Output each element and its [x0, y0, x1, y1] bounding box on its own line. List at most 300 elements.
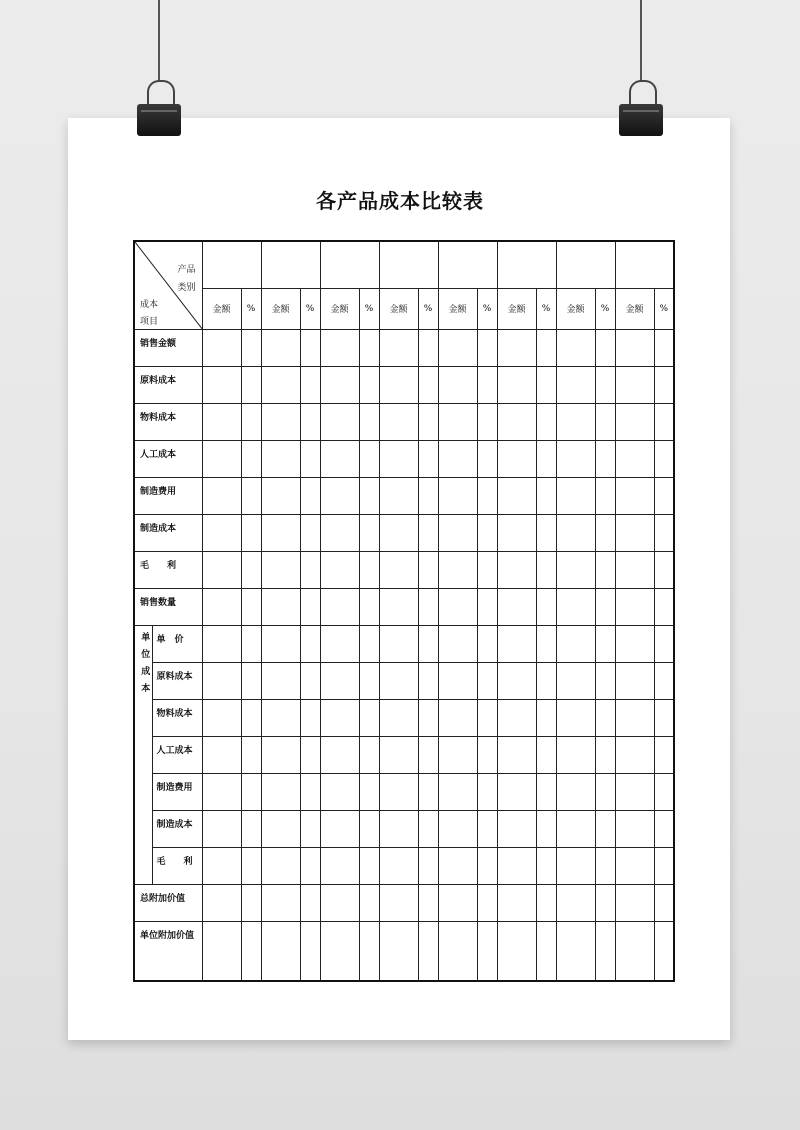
percent-cell[interactable] — [300, 699, 320, 736]
percent-cell[interactable] — [536, 921, 556, 981]
amount-cell[interactable] — [202, 773, 241, 810]
table-row — [134, 329, 674, 366]
percent-cell[interactable] — [359, 662, 379, 699]
amount-cell[interactable] — [497, 625, 536, 662]
amount-cell[interactable] — [497, 921, 536, 981]
percent-cell[interactable] — [536, 736, 556, 773]
percent-cell[interactable] — [241, 847, 261, 884]
amount-cell[interactable] — [556, 625, 595, 662]
amount-cell[interactable] — [556, 551, 595, 588]
amount-cell[interactable] — [615, 440, 654, 477]
amount-cell[interactable] — [202, 588, 241, 625]
amount-cell[interactable] — [615, 884, 654, 921]
percent-cell[interactable] — [536, 477, 556, 514]
amount-cell[interactable] — [615, 699, 654, 736]
amount-cell[interactable] — [556, 699, 595, 736]
percent-cell[interactable] — [241, 588, 261, 625]
percent-cell[interactable] — [359, 810, 379, 847]
amount-cell[interactable] — [320, 403, 359, 440]
amount-cell[interactable] — [202, 810, 241, 847]
amount-cell[interactable] — [438, 403, 477, 440]
row-label-unit_price: 单 价 — [152, 625, 202, 662]
amount-cell[interactable] — [379, 736, 418, 773]
percent-cell[interactable] — [359, 477, 379, 514]
percent-cell[interactable] — [241, 403, 261, 440]
amount-cell[interactable] — [261, 329, 300, 366]
percent-cell[interactable] — [536, 625, 556, 662]
percent-cell[interactable] — [477, 884, 497, 921]
percent-cell[interactable] — [595, 625, 615, 662]
percent-cell[interactable] — [536, 773, 556, 810]
amount-cell[interactable] — [438, 662, 477, 699]
amount-cell[interactable] — [438, 884, 477, 921]
percent-cell[interactable] — [536, 884, 556, 921]
percent-cell[interactable] — [536, 514, 556, 551]
amount-cell[interactable] — [438, 773, 477, 810]
percent-cell[interactable] — [241, 773, 261, 810]
percent-cell[interactable] — [654, 551, 674, 588]
percent-header: % — [300, 288, 320, 329]
percent-cell[interactable] — [654, 329, 674, 366]
amount-cell[interactable] — [438, 588, 477, 625]
amount-cell[interactable] — [556, 514, 595, 551]
amount-cell[interactable] — [615, 329, 654, 366]
amount-cell[interactable] — [261, 884, 300, 921]
amount-cell[interactable] — [202, 477, 241, 514]
amount-cell[interactable] — [320, 514, 359, 551]
percent-cell[interactable] — [654, 662, 674, 699]
amount-cell[interactable] — [438, 699, 477, 736]
percent-cell[interactable] — [595, 736, 615, 773]
percent-cell[interactable] — [654, 810, 674, 847]
percent-cell[interactable] — [477, 588, 497, 625]
amount-cell[interactable] — [615, 403, 654, 440]
percent-cell[interactable] — [477, 440, 497, 477]
percent-cell[interactable] — [418, 477, 438, 514]
amount-cell[interactable] — [320, 699, 359, 736]
percent-cell[interactable] — [300, 736, 320, 773]
percent-cell[interactable] — [477, 662, 497, 699]
percent-cell[interactable] — [595, 662, 615, 699]
percent-cell[interactable] — [418, 921, 438, 981]
percent-cell[interactable] — [595, 847, 615, 884]
percent-cell[interactable] — [418, 403, 438, 440]
percent-cell[interactable] — [300, 366, 320, 403]
percent-cell[interactable] — [418, 699, 438, 736]
amount-cell[interactable] — [320, 736, 359, 773]
amount-cell[interactable] — [261, 662, 300, 699]
percent-cell[interactable] — [536, 551, 556, 588]
percent-cell[interactable] — [595, 329, 615, 366]
percent-cell[interactable] — [359, 514, 379, 551]
amount-cell[interactable] — [438, 477, 477, 514]
percent-cell[interactable] — [536, 810, 556, 847]
amount-cell[interactable] — [202, 884, 241, 921]
amount-cell[interactable] — [615, 810, 654, 847]
amount-cell[interactable] — [261, 440, 300, 477]
percent-cell[interactable] — [536, 366, 556, 403]
amount-cell[interactable] — [379, 625, 418, 662]
percent-cell[interactable] — [536, 699, 556, 736]
amount-cell[interactable] — [379, 588, 418, 625]
percent-cell[interactable] — [654, 366, 674, 403]
amount-cell[interactable] — [556, 329, 595, 366]
percent-cell[interactable] — [241, 699, 261, 736]
percent-cell[interactable] — [477, 329, 497, 366]
amount-cell[interactable] — [438, 847, 477, 884]
amount-cell[interactable] — [615, 625, 654, 662]
percent-cell[interactable] — [241, 551, 261, 588]
percent-cell[interactable] — [477, 514, 497, 551]
amount-cell[interactable] — [556, 810, 595, 847]
amount-cell[interactable] — [379, 551, 418, 588]
percent-cell[interactable] — [418, 329, 438, 366]
amount-cell[interactable] — [497, 810, 536, 847]
amount-cell[interactable] — [261, 699, 300, 736]
amount-cell[interactable] — [438, 551, 477, 588]
percent-cell[interactable] — [595, 699, 615, 736]
percent-cell[interactable] — [300, 810, 320, 847]
percent-cell[interactable] — [359, 921, 379, 981]
percent-cell[interactable] — [359, 588, 379, 625]
amount-cell[interactable] — [379, 773, 418, 810]
amount-cell[interactable] — [438, 366, 477, 403]
amount-cell[interactable] — [556, 773, 595, 810]
amount-cell[interactable] — [615, 773, 654, 810]
percent-cell[interactable] — [241, 366, 261, 403]
right-binder-clip-icon — [619, 80, 663, 138]
percent-cell[interactable] — [595, 588, 615, 625]
amount-cell[interactable] — [261, 773, 300, 810]
amount-cell[interactable] — [202, 514, 241, 551]
percent-cell[interactable] — [418, 625, 438, 662]
percent-cell[interactable] — [418, 588, 438, 625]
percent-cell[interactable] — [418, 884, 438, 921]
percent-cell[interactable] — [241, 662, 261, 699]
amount-cell[interactable] — [556, 662, 595, 699]
table-row — [134, 921, 674, 981]
percent-cell[interactable] — [654, 514, 674, 551]
amount-cell[interactable] — [556, 847, 595, 884]
percent-cell[interactable] — [654, 773, 674, 810]
amount-cell[interactable] — [556, 440, 595, 477]
percent-cell[interactable] — [300, 884, 320, 921]
amount-cell[interactable] — [497, 847, 536, 884]
amount-cell[interactable] — [615, 477, 654, 514]
percent-cell[interactable] — [477, 773, 497, 810]
percent-cell[interactable] — [359, 736, 379, 773]
percent-cell[interactable] — [300, 403, 320, 440]
percent-cell[interactable] — [241, 810, 261, 847]
percent-cell[interactable] — [654, 884, 674, 921]
percent-cell[interactable] — [595, 477, 615, 514]
percent-cell[interactable] — [300, 847, 320, 884]
percent-cell[interactable] — [241, 440, 261, 477]
percent-header: % — [654, 288, 674, 329]
percent-cell[interactable] — [359, 329, 379, 366]
amount-cell[interactable] — [202, 551, 241, 588]
percent-cell[interactable] — [477, 921, 497, 981]
percent-cell[interactable] — [300, 514, 320, 551]
amount-cell[interactable] — [202, 662, 241, 699]
percent-cell[interactable] — [654, 625, 674, 662]
table-row — [134, 847, 674, 884]
percent-cell[interactable] — [477, 477, 497, 514]
percent-cell[interactable] — [300, 773, 320, 810]
amount-cell[interactable] — [497, 514, 536, 551]
amount-cell[interactable] — [438, 736, 477, 773]
amount-cell[interactable] — [615, 736, 654, 773]
percent-cell[interactable] — [300, 477, 320, 514]
percent-cell[interactable] — [300, 551, 320, 588]
percent-cell[interactable] — [595, 403, 615, 440]
amount-cell[interactable] — [556, 588, 595, 625]
percent-cell[interactable] — [595, 810, 615, 847]
amount-cell[interactable] — [202, 440, 241, 477]
percent-cell[interactable] — [418, 847, 438, 884]
amount-cell[interactable] — [320, 662, 359, 699]
header-item: 项目 — [140, 317, 159, 327]
product-header-cell[interactable] — [261, 241, 320, 288]
percent-cell[interactable] — [595, 440, 615, 477]
amount-cell[interactable] — [556, 403, 595, 440]
amount-cell[interactable] — [497, 551, 536, 588]
percent-cell[interactable] — [418, 366, 438, 403]
percent-cell[interactable] — [241, 477, 261, 514]
amount-cell[interactable] — [497, 440, 536, 477]
product-header-cell[interactable] — [438, 241, 497, 288]
percent-cell[interactable] — [477, 810, 497, 847]
amount-cell[interactable] — [261, 403, 300, 440]
row-label-labor_cost: 人工成本 — [134, 440, 202, 477]
amount-cell[interactable] — [320, 810, 359, 847]
amount-cell[interactable] — [379, 329, 418, 366]
amount-cell[interactable] — [320, 329, 359, 366]
amount-cell[interactable] — [438, 921, 477, 981]
percent-cell[interactable] — [300, 329, 320, 366]
product-header-cell[interactable] — [320, 241, 379, 288]
amount-cell[interactable] — [379, 884, 418, 921]
amount-cell[interactable] — [320, 551, 359, 588]
amount-cell[interactable] — [379, 366, 418, 403]
amount-cell[interactable] — [556, 921, 595, 981]
amount-cell[interactable] — [556, 477, 595, 514]
percent-cell[interactable] — [477, 847, 497, 884]
amount-cell[interactable] — [615, 847, 654, 884]
amount-cell[interactable] — [379, 847, 418, 884]
page-title: 各产品成本比较表 — [316, 189, 484, 213]
amount-cell[interactable] — [320, 477, 359, 514]
amount-cell[interactable] — [379, 514, 418, 551]
product-header-cell[interactable] — [379, 241, 438, 288]
percent-cell[interactable] — [654, 403, 674, 440]
product-header-cell[interactable] — [556, 241, 615, 288]
amount-cell[interactable] — [438, 440, 477, 477]
amount-cell[interactable] — [261, 810, 300, 847]
amount-cell[interactable] — [202, 847, 241, 884]
percent-cell[interactable] — [418, 736, 438, 773]
percent-cell[interactable] — [300, 662, 320, 699]
header-cost: 成本 — [140, 300, 159, 310]
percent-cell[interactable] — [536, 588, 556, 625]
percent-cell[interactable] — [300, 588, 320, 625]
percent-cell[interactable] — [241, 921, 261, 981]
amount-cell[interactable] — [202, 403, 241, 440]
product-header-cell[interactable] — [615, 241, 674, 288]
percent-cell[interactable] — [241, 884, 261, 921]
percent-cell[interactable] — [418, 662, 438, 699]
product-header-cell[interactable] — [202, 241, 261, 288]
amount-cell[interactable] — [261, 551, 300, 588]
amount-cell[interactable] — [261, 921, 300, 981]
amount-cell[interactable] — [320, 588, 359, 625]
amount-cell[interactable] — [202, 329, 241, 366]
amount-cell[interactable] — [261, 847, 300, 884]
amount-cell[interactable] — [615, 366, 654, 403]
amount-cell[interactable] — [497, 773, 536, 810]
amount-cell[interactable] — [202, 625, 241, 662]
table-row — [134, 477, 674, 514]
amount-cell[interactable] — [497, 699, 536, 736]
percent-cell[interactable] — [654, 699, 674, 736]
percent-cell[interactable] — [536, 329, 556, 366]
percent-cell[interactable] — [359, 366, 379, 403]
amount-cell[interactable] — [497, 477, 536, 514]
percent-cell[interactable] — [595, 884, 615, 921]
percent-cell[interactable] — [536, 662, 556, 699]
percent-cell[interactable] — [536, 440, 556, 477]
table-row — [134, 551, 674, 588]
percent-cell[interactable] — [359, 625, 379, 662]
percent-cell[interactable] — [241, 329, 261, 366]
amount-cell[interactable] — [261, 588, 300, 625]
percent-cell[interactable] — [477, 625, 497, 662]
table-row — [134, 736, 674, 773]
percent-cell[interactable] — [241, 736, 261, 773]
amount-cell[interactable] — [320, 884, 359, 921]
percent-cell[interactable] — [359, 847, 379, 884]
percent-cell[interactable] — [359, 551, 379, 588]
amount-cell[interactable] — [615, 662, 654, 699]
amount-cell[interactable] — [556, 736, 595, 773]
percent-cell[interactable] — [418, 551, 438, 588]
percent-cell[interactable] — [418, 773, 438, 810]
left-hanging-wire — [158, 0, 160, 82]
product-header-cell[interactable] — [497, 241, 556, 288]
amount-cell[interactable] — [497, 588, 536, 625]
amount-cell[interactable] — [497, 736, 536, 773]
amount-cell[interactable] — [202, 366, 241, 403]
percent-cell[interactable] — [477, 551, 497, 588]
amount-cell[interactable] — [320, 773, 359, 810]
amount-cell[interactable] — [615, 921, 654, 981]
amount-cell[interactable] — [497, 403, 536, 440]
amount-cell[interactable] — [320, 625, 359, 662]
percent-cell[interactable] — [359, 403, 379, 440]
percent-cell[interactable] — [359, 699, 379, 736]
header-category: 类别 — [177, 283, 196, 293]
percent-cell[interactable] — [477, 699, 497, 736]
amount-cell[interactable] — [438, 625, 477, 662]
table-row — [134, 366, 674, 403]
percent-cell[interactable] — [418, 810, 438, 847]
amount-cell[interactable] — [615, 588, 654, 625]
amount-cell[interactable] — [438, 514, 477, 551]
percent-cell[interactable] — [654, 736, 674, 773]
amount-cell[interactable] — [261, 477, 300, 514]
amount-cell[interactable] — [202, 699, 241, 736]
percent-cell[interactable] — [595, 551, 615, 588]
percent-cell[interactable] — [477, 366, 497, 403]
amount-cell[interactable] — [379, 699, 418, 736]
percent-cell[interactable] — [418, 440, 438, 477]
amount-cell[interactable] — [615, 514, 654, 551]
amount-cell[interactable] — [556, 884, 595, 921]
amount-cell[interactable] — [497, 329, 536, 366]
percent-cell[interactable] — [654, 588, 674, 625]
amount-cell[interactable] — [379, 477, 418, 514]
amount-cell[interactable] — [379, 662, 418, 699]
row-label-unit_material_cost: 原料成本 — [152, 662, 202, 699]
amount-cell[interactable] — [261, 366, 300, 403]
percent-cell[interactable] — [241, 514, 261, 551]
amount-cell[interactable] — [320, 921, 359, 981]
amount-cell[interactable] — [261, 736, 300, 773]
percent-cell[interactable] — [477, 736, 497, 773]
percent-cell[interactable] — [654, 440, 674, 477]
percent-cell[interactable] — [359, 773, 379, 810]
amount-cell[interactable] — [438, 329, 477, 366]
amount-cell[interactable] — [202, 921, 241, 981]
amount-cell[interactable] — [497, 884, 536, 921]
amount-cell[interactable] — [379, 440, 418, 477]
percent-cell[interactable] — [536, 847, 556, 884]
percent-cell[interactable] — [536, 403, 556, 440]
amount-cell[interactable] — [202, 736, 241, 773]
percent-cell[interactable] — [300, 921, 320, 981]
amount-cell[interactable] — [320, 847, 359, 884]
amount-cell[interactable] — [379, 403, 418, 440]
percent-cell[interactable] — [300, 440, 320, 477]
row-label-unit_added_value: 单位附加价值 — [134, 921, 202, 981]
amount-cell[interactable] — [497, 366, 536, 403]
amount-cell[interactable] — [320, 440, 359, 477]
amount-header: 金额 — [202, 288, 241, 329]
amount-cell[interactable] — [379, 921, 418, 981]
percent-cell[interactable] — [359, 884, 379, 921]
amount-cell[interactable] — [438, 810, 477, 847]
percent-cell[interactable] — [595, 514, 615, 551]
percent-cell[interactable] — [595, 921, 615, 981]
percent-cell[interactable] — [654, 847, 674, 884]
amount-cell[interactable] — [497, 662, 536, 699]
percent-cell[interactable] — [241, 625, 261, 662]
percent-cell[interactable] — [418, 514, 438, 551]
amount-cell[interactable] — [261, 625, 300, 662]
percent-cell[interactable] — [595, 366, 615, 403]
percent-cell[interactable] — [654, 921, 674, 981]
amount-cell[interactable] — [320, 366, 359, 403]
amount-cell[interactable] — [261, 514, 300, 551]
percent-cell[interactable] — [595, 773, 615, 810]
percent-cell[interactable] — [359, 440, 379, 477]
amount-cell[interactable] — [615, 551, 654, 588]
amount-cell[interactable] — [379, 810, 418, 847]
percent-cell[interactable] — [654, 477, 674, 514]
percent-cell[interactable] — [300, 625, 320, 662]
amount-cell[interactable] — [556, 366, 595, 403]
percent-cell[interactable] — [477, 403, 497, 440]
